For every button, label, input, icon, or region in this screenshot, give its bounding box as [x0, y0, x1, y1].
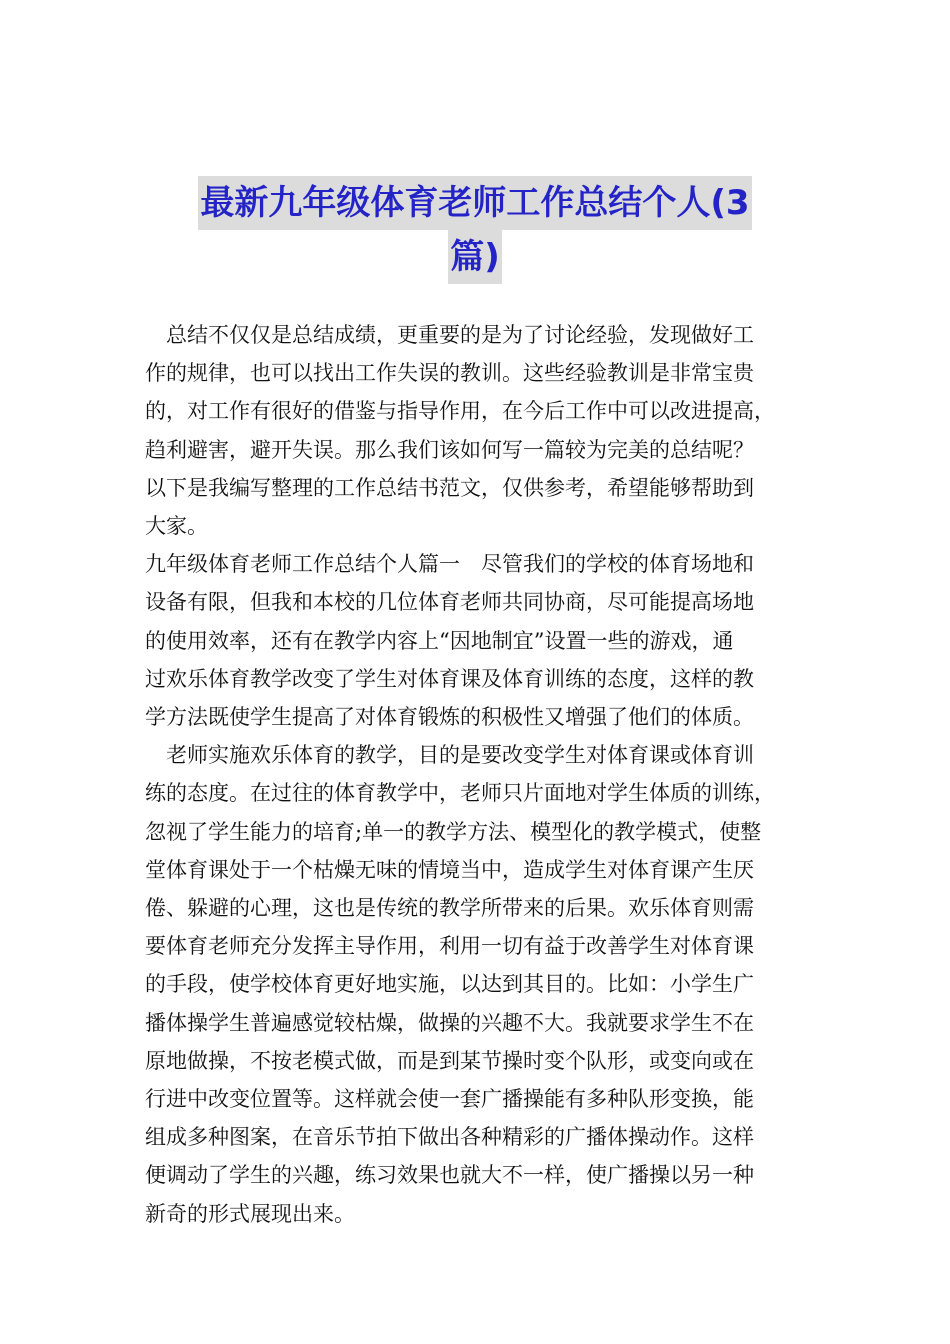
- text-line: 九年级体育老师工作总结个人篇一 尽管我们的学校的体育场地和: [145, 552, 754, 577]
- paragraph-section-one: [145, 545, 809, 736]
- document-title: [0, 176, 950, 284]
- paragraph-happy-pe: [145, 736, 809, 1233]
- text-line: 播体操学生普遍感觉较枯燥，做操的兴趣不大。我就要求学生不在: [145, 1010, 754, 1035]
- text-line: 新奇的形式展现出来。: [145, 1201, 355, 1226]
- text-line: 的使用效率，还有在教学内容上“因地制宜”设置一些的游戏，通: [145, 628, 734, 653]
- text-line: 行进中改变位置等。这样就会使一套广播操能有多种队形变换，能: [145, 1087, 754, 1112]
- text-line: 的，对工作有很好的借鉴与指导作用，在今后工作中可以改进提高，: [145, 399, 775, 424]
- title-line-2: 篇): [448, 230, 502, 284]
- text-line: 老师实施欢乐体育的教学，目的是要改变学生对体育课或体育训: [145, 743, 754, 768]
- title-line-1: 最新九年级体育老师工作总结个人(3: [198, 176, 751, 230]
- text-line: 的手段，使学校体育更好地实施，以达到其目的。比如：小学生广: [145, 972, 754, 997]
- text-line: 练的态度。在过往的体育教学中，老师只片面地对学生体质的训练，: [145, 781, 775, 806]
- text-line: 过欢乐体育教学改变了学生对体育课及体育训练的态度，这样的教: [145, 666, 754, 691]
- text-line: 总结不仅仅是总结成绩，更重要的是为了讨论经验，发现做好工: [145, 323, 754, 347]
- text-line: 趋利避害，避开失误。那么我们该如何写一篇较为完美的总结呢？: [145, 437, 754, 462]
- text-line: 忽视了学生能力的培育;单一的教学方法、模型化的教学模式，使整: [145, 819, 762, 844]
- text-line: 设备有限，但我和本校的几位体育老师共同协商，尽可能提高场地: [145, 590, 754, 615]
- document-body: [145, 316, 809, 1233]
- text-line: 组成多种图案，在音乐节拍下做出各种精彩的广播体操动作。这样: [145, 1125, 754, 1150]
- text-line: 学方法既使学生提高了对体育锻炼的积极性又增强了他们的体质。: [145, 705, 754, 730]
- text-line: 作的规律，也可以找出工作失误的教训。这些经验教训是非常宝贵: [145, 361, 754, 386]
- text-line: 大家。: [145, 514, 208, 539]
- paragraph-intro: [145, 316, 809, 545]
- text-line: 以下是我编写整理的工作总结书范文，仅供参考，希望能够帮助到: [145, 475, 754, 500]
- text-line: 原地做操，不按老模式做，而是到某节操时变个队形，或变向或在: [145, 1048, 754, 1073]
- text-line: 堂体育课处于一个枯燥无味的情境当中，造成学生对体育课产生厌: [145, 857, 754, 882]
- text-line: 便调动了学生的兴趣，练习效果也就大不一样，使广播操以另一种: [145, 1163, 754, 1188]
- text-line: 倦、躲避的心理，这也是传统的教学所带来的后果。欢乐体育则需: [145, 896, 754, 921]
- text-line: 要体育老师充分发挥主导作用，利用一切有益于改善学生对体育课: [145, 934, 754, 959]
